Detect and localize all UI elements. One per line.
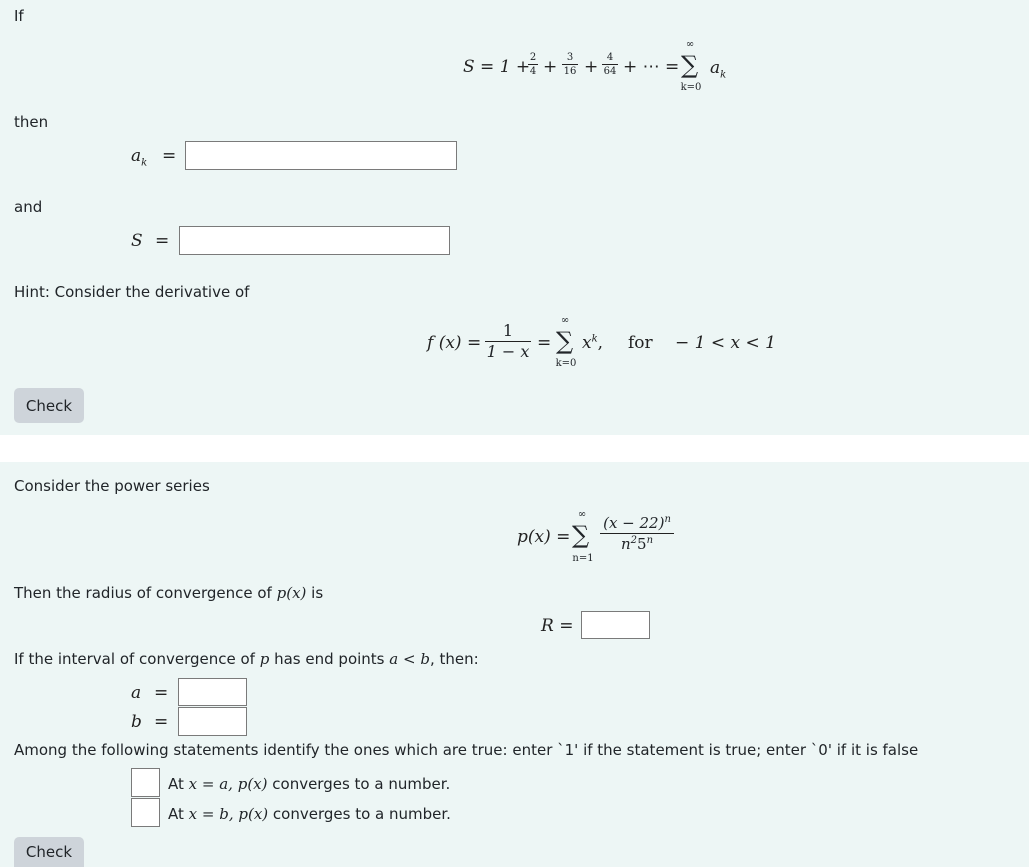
R-label: R = (541, 616, 574, 636)
sum-upper-limit: ∞ (560, 315, 570, 326)
fraction-3-16: 3 16 (563, 52, 577, 77)
hint-text: Hint: Consider the derivative of (14, 283, 250, 301)
ak-answer-input[interactable] (185, 141, 457, 170)
b-label: b (131, 712, 142, 732)
check-button[interactable]: Check (14, 837, 84, 867)
radius-question: Then the radius of convergence of p(x) is (14, 584, 324, 602)
plus-sign: + (584, 57, 599, 77)
then-label: then (14, 113, 49, 131)
ak-equals: = (162, 146, 177, 166)
interval-question: If the interval of convergence of p has end points a < b, then: (14, 650, 479, 668)
power-series-term (600, 514, 674, 553)
statement-2-text: At x = b, p(x) converges to a number. (168, 805, 451, 823)
f-x-lhs: f (x) = (427, 333, 482, 353)
sigma-symbol: ∑ (556, 327, 574, 355)
intro-text: Consider the power series (14, 477, 210, 495)
and-label: and (14, 198, 43, 216)
s-equals: = (155, 231, 170, 251)
radius-input[interactable] (581, 611, 650, 639)
statements-prompt: Among the following statements identify the ones which are true: enter `1' if the statement is true; enter `0' if it is false (14, 741, 919, 759)
summand-xk: $x^k$, (582, 333, 604, 353)
fraction-4-64: 4 64 (603, 52, 617, 77)
b-input[interactable] (178, 707, 247, 736)
equals-sign: = (537, 333, 552, 353)
fraction-1-over-1-minus-x: 1 1 − x (486, 321, 530, 361)
sum-lower-limit: k=0 (680, 82, 702, 93)
for-word: for (628, 333, 653, 353)
s-eq-lhs: S = 1 + (463, 57, 531, 77)
sum-upper-limit: ∞ (577, 509, 587, 520)
summand-ak: $a_k$ (710, 58, 727, 81)
sum-upper-limit: ∞ (685, 39, 695, 50)
sum-lower-limit: n=1 (572, 553, 594, 564)
plus-sign: + (543, 57, 558, 77)
if-label: If (14, 7, 24, 25)
a-equals: = (154, 683, 169, 703)
a-input[interactable] (178, 678, 247, 706)
statement-1-input[interactable] (131, 768, 160, 797)
ak-label: $a_k$ (131, 146, 148, 169)
x-range: − 1 < x < 1 (675, 333, 776, 353)
sum-lower-limit: k=0 (555, 358, 577, 369)
s-answer-input[interactable] (179, 226, 450, 255)
sigma-symbol: ∑ (681, 51, 699, 79)
fraction-2-4: 2 4 (529, 52, 537, 77)
a-label: a (131, 683, 142, 703)
b-equals: = (154, 712, 169, 732)
sigma-symbol: ∑ (572, 521, 590, 549)
check-button[interactable]: Check (14, 388, 84, 423)
p-x-lhs: p(x) = (517, 527, 571, 547)
problem-2-card (0, 462, 1029, 867)
s-eq-tail: + ⋯ = (623, 57, 680, 77)
statement-1-text: At x = a, p(x) converges to a number. (168, 775, 451, 793)
statement-2-input[interactable] (131, 798, 160, 827)
s-label: S (131, 231, 143, 251)
term-denominator: $n^25^n$ (620, 535, 654, 553)
term-numerator: $(x - 22)^n$ (603, 514, 671, 532)
